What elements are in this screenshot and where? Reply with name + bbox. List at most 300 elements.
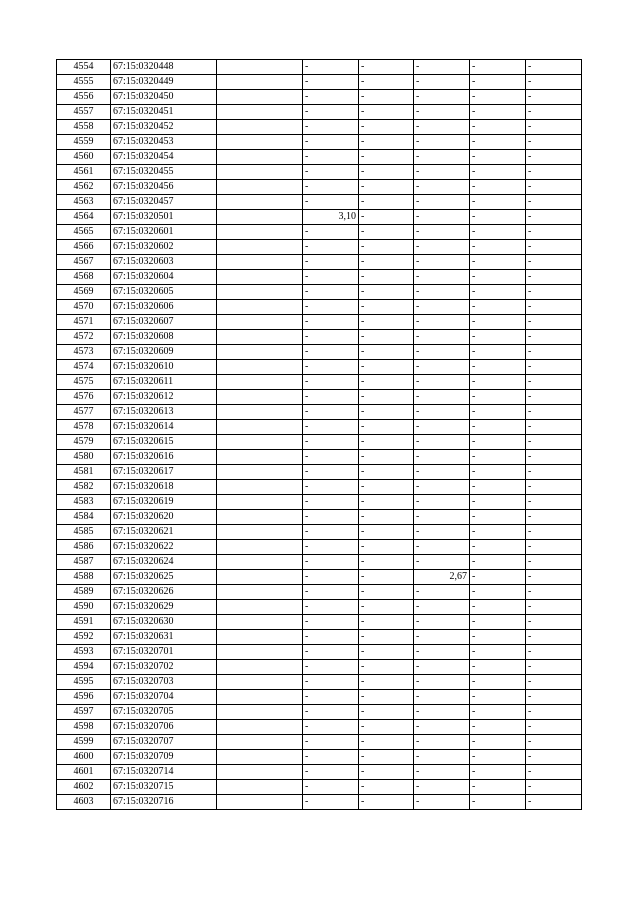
value-cell-3: - bbox=[414, 690, 470, 705]
value-cell-4: - bbox=[470, 360, 526, 375]
value-cell-3: - bbox=[414, 750, 470, 765]
value-cell-1: - bbox=[303, 645, 359, 660]
row-number-cell: 4572 bbox=[57, 330, 111, 345]
cadastral-code-cell: 67:15:0320630 bbox=[111, 615, 217, 630]
value-cell-5: - bbox=[526, 570, 582, 585]
name-cell bbox=[217, 585, 303, 600]
value-cell-1: - bbox=[303, 270, 359, 285]
table-row bbox=[57, 735, 582, 750]
value-cell-1: - bbox=[303, 540, 359, 555]
value-cell-1: - bbox=[303, 315, 359, 330]
value-cell-3: - bbox=[414, 105, 470, 120]
value-cell-1: - bbox=[303, 450, 359, 465]
value-cell-1: - bbox=[303, 735, 359, 750]
value-cell-4: - bbox=[470, 315, 526, 330]
name-cell bbox=[217, 195, 303, 210]
name-cell bbox=[217, 135, 303, 150]
name-cell bbox=[217, 300, 303, 315]
name-cell bbox=[217, 660, 303, 675]
value-cell-2: - bbox=[359, 285, 414, 300]
value-cell-4: - bbox=[470, 750, 526, 765]
value-cell-3: - bbox=[414, 225, 470, 240]
name-cell bbox=[217, 570, 303, 585]
row-number-cell: 4574 bbox=[57, 360, 111, 375]
value-cell-3: - bbox=[414, 720, 470, 735]
table-row bbox=[57, 195, 582, 210]
value-cell-5: - bbox=[526, 465, 582, 480]
value-cell-2: - bbox=[359, 645, 414, 660]
table-row bbox=[57, 180, 582, 195]
row-number-cell: 4587 bbox=[57, 555, 111, 570]
value-cell-4: - bbox=[470, 510, 526, 525]
cadastral-code-cell: 67:15:0320455 bbox=[111, 165, 217, 180]
name-cell bbox=[217, 150, 303, 165]
value-cell-2: - bbox=[359, 435, 414, 450]
row-number-cell: 4576 bbox=[57, 390, 111, 405]
value-cell-1: - bbox=[303, 705, 359, 720]
value-cell-5: - bbox=[526, 495, 582, 510]
value-cell-4: - bbox=[470, 480, 526, 495]
value-cell-1: - bbox=[303, 780, 359, 795]
value-cell-3: - bbox=[414, 165, 470, 180]
cadastral-code-cell: 67:15:0320707 bbox=[111, 735, 217, 750]
value-cell-5: - bbox=[526, 90, 582, 105]
cadastral-code-cell: 67:15:0320703 bbox=[111, 675, 217, 690]
name-cell bbox=[217, 255, 303, 270]
cadastral-code-cell: 67:15:0320453 bbox=[111, 135, 217, 150]
value-cell-1: - bbox=[303, 225, 359, 240]
value-cell-3: - bbox=[414, 375, 470, 390]
table-row bbox=[57, 150, 582, 165]
value-cell-5: - bbox=[526, 135, 582, 150]
name-cell bbox=[217, 75, 303, 90]
value-cell-5: - bbox=[526, 195, 582, 210]
value-cell-3: - bbox=[414, 660, 470, 675]
value-cell-5: - bbox=[526, 255, 582, 270]
row-number-cell: 4578 bbox=[57, 420, 111, 435]
cadastral-code-cell: 67:15:0320619 bbox=[111, 495, 217, 510]
value-cell-2: - bbox=[359, 90, 414, 105]
name-cell bbox=[217, 750, 303, 765]
name-cell bbox=[217, 495, 303, 510]
value-cell-1: - bbox=[303, 525, 359, 540]
name-cell bbox=[217, 225, 303, 240]
value-cell-3: - bbox=[414, 465, 470, 480]
table-row bbox=[57, 465, 582, 480]
row-number-cell: 4555 bbox=[57, 75, 111, 90]
value-cell-4: - bbox=[470, 585, 526, 600]
row-number-cell: 4579 bbox=[57, 435, 111, 450]
cadastral-code-cell: 67:15:0320618 bbox=[111, 480, 217, 495]
value-cell-1: - bbox=[303, 720, 359, 735]
value-cell-5: - bbox=[526, 750, 582, 765]
name-cell bbox=[217, 450, 303, 465]
table-row bbox=[57, 360, 582, 375]
cadastral-code-cell: 67:15:0320456 bbox=[111, 180, 217, 195]
name-cell bbox=[217, 240, 303, 255]
row-number-cell: 4601 bbox=[57, 765, 111, 780]
name-cell bbox=[217, 360, 303, 375]
value-cell-2: - bbox=[359, 210, 414, 225]
value-cell-4: - bbox=[470, 225, 526, 240]
value-cell-1: - bbox=[303, 795, 359, 810]
table-row bbox=[57, 615, 582, 630]
value-cell-3: - bbox=[414, 525, 470, 540]
value-cell-2: - bbox=[359, 675, 414, 690]
value-cell-5: - bbox=[526, 120, 582, 135]
value-cell-2: - bbox=[359, 495, 414, 510]
value-cell-4: - bbox=[470, 90, 526, 105]
value-cell-5: - bbox=[526, 525, 582, 540]
cadastral-code-cell: 67:15:0320604 bbox=[111, 270, 217, 285]
value-cell-2: - bbox=[359, 360, 414, 375]
value-cell-5: - bbox=[526, 450, 582, 465]
row-number-cell: 4562 bbox=[57, 180, 111, 195]
value-cell-1: - bbox=[303, 465, 359, 480]
row-number-cell: 4593 bbox=[57, 645, 111, 660]
value-cell-3: - bbox=[414, 645, 470, 660]
value-cell-1: - bbox=[303, 675, 359, 690]
value-cell-5: - bbox=[526, 375, 582, 390]
name-cell bbox=[217, 645, 303, 660]
value-cell-5: - bbox=[526, 705, 582, 720]
value-cell-2: - bbox=[359, 585, 414, 600]
value-cell-5: - bbox=[526, 210, 582, 225]
value-cell-5: - bbox=[526, 165, 582, 180]
cadastral-code-cell: 67:15:0320614 bbox=[111, 420, 217, 435]
name-cell bbox=[217, 375, 303, 390]
value-cell-5: - bbox=[526, 330, 582, 345]
name-cell bbox=[217, 780, 303, 795]
row-number-cell: 4561 bbox=[57, 165, 111, 180]
value-cell-2: - bbox=[359, 630, 414, 645]
table-row bbox=[57, 105, 582, 120]
cadastral-code-cell: 67:15:0320607 bbox=[111, 315, 217, 330]
value-cell-5: - bbox=[526, 420, 582, 435]
table-row bbox=[57, 660, 582, 675]
row-number-cell: 4583 bbox=[57, 495, 111, 510]
name-cell bbox=[217, 315, 303, 330]
value-cell-4: - bbox=[470, 345, 526, 360]
value-cell-5: - bbox=[526, 630, 582, 645]
value-cell-1: - bbox=[303, 135, 359, 150]
row-number-cell: 4556 bbox=[57, 90, 111, 105]
value-cell-1: - bbox=[303, 300, 359, 315]
value-cell-3: - bbox=[414, 315, 470, 330]
value-cell-2: - bbox=[359, 180, 414, 195]
table-row bbox=[57, 600, 582, 615]
table-row bbox=[57, 720, 582, 735]
row-number-cell: 4567 bbox=[57, 255, 111, 270]
table-row bbox=[57, 795, 582, 810]
value-cell-2: - bbox=[359, 195, 414, 210]
value-cell-5: - bbox=[526, 360, 582, 375]
value-cell-2: - bbox=[359, 150, 414, 165]
value-cell-4: - bbox=[470, 720, 526, 735]
row-number-cell: 4558 bbox=[57, 120, 111, 135]
cadastral-code-cell: 67:15:0320608 bbox=[111, 330, 217, 345]
value-cell-1: - bbox=[303, 765, 359, 780]
name-cell bbox=[217, 120, 303, 135]
row-number-cell: 4565 bbox=[57, 225, 111, 240]
row-number-cell: 4589 bbox=[57, 585, 111, 600]
cadastral-code-cell: 67:15:0320715 bbox=[111, 780, 217, 795]
row-number-cell: 4577 bbox=[57, 405, 111, 420]
value-cell-2: - bbox=[359, 705, 414, 720]
value-cell-2: - bbox=[359, 540, 414, 555]
value-cell-2: - bbox=[359, 615, 414, 630]
value-cell-4: - bbox=[470, 555, 526, 570]
value-cell-4: - bbox=[470, 330, 526, 345]
value-cell-2: - bbox=[359, 345, 414, 360]
table-row bbox=[57, 630, 582, 645]
table-row bbox=[57, 390, 582, 405]
row-number-cell: 4591 bbox=[57, 615, 111, 630]
name-cell bbox=[217, 735, 303, 750]
table-row bbox=[57, 240, 582, 255]
cadastral-code-cell: 67:15:0320603 bbox=[111, 255, 217, 270]
cadastral-code-cell: 67:15:0320620 bbox=[111, 510, 217, 525]
name-cell bbox=[217, 615, 303, 630]
value-cell-3: - bbox=[414, 120, 470, 135]
value-cell-1: - bbox=[303, 195, 359, 210]
table-row bbox=[57, 480, 582, 495]
row-number-cell: 4602 bbox=[57, 780, 111, 795]
value-cell-5: - bbox=[526, 675, 582, 690]
value-cell-1: - bbox=[303, 180, 359, 195]
cadastral-code-cell: 67:15:0320625 bbox=[111, 570, 217, 585]
cadastral-code-cell: 67:15:0320606 bbox=[111, 300, 217, 315]
value-cell-4: - bbox=[470, 285, 526, 300]
value-cell-1: - bbox=[303, 150, 359, 165]
value-cell-1: - bbox=[303, 105, 359, 120]
value-cell-3: - bbox=[414, 255, 470, 270]
value-cell-4: - bbox=[470, 120, 526, 135]
value-cell-2: - bbox=[359, 570, 414, 585]
value-cell-1: - bbox=[303, 660, 359, 675]
table-row bbox=[57, 90, 582, 105]
table-row bbox=[57, 450, 582, 465]
value-cell-5: - bbox=[526, 720, 582, 735]
value-cell-3: - bbox=[414, 435, 470, 450]
value-cell-3: - bbox=[414, 795, 470, 810]
value-cell-3: - bbox=[414, 210, 470, 225]
row-number-cell: 4580 bbox=[57, 450, 111, 465]
name-cell bbox=[217, 285, 303, 300]
row-number-cell: 4557 bbox=[57, 105, 111, 120]
value-cell-4: - bbox=[470, 765, 526, 780]
cadastral-code-cell: 67:15:0320626 bbox=[111, 585, 217, 600]
cadastral-code-cell: 67:15:0320704 bbox=[111, 690, 217, 705]
name-cell bbox=[217, 600, 303, 615]
value-cell-2: - bbox=[359, 405, 414, 420]
row-number-cell: 4597 bbox=[57, 705, 111, 720]
name-cell bbox=[217, 705, 303, 720]
value-cell-2: - bbox=[359, 330, 414, 345]
value-cell-4: - bbox=[470, 180, 526, 195]
value-cell-4: - bbox=[470, 150, 526, 165]
value-cell-4: - bbox=[470, 495, 526, 510]
cadastral-code-cell: 67:15:0320452 bbox=[111, 120, 217, 135]
table-row bbox=[57, 435, 582, 450]
value-cell-4: - bbox=[470, 675, 526, 690]
value-cell-1: - bbox=[303, 120, 359, 135]
cadastral-code-cell: 67:15:0320616 bbox=[111, 450, 217, 465]
value-cell-4: - bbox=[470, 390, 526, 405]
table-row bbox=[57, 675, 582, 690]
value-cell-1: - bbox=[303, 495, 359, 510]
cadastral-code-cell: 67:15:0320454 bbox=[111, 150, 217, 165]
value-cell-3: - bbox=[414, 300, 470, 315]
table-row bbox=[57, 225, 582, 240]
value-cell-1: - bbox=[303, 615, 359, 630]
value-cell-1: - bbox=[303, 405, 359, 420]
value-cell-2: - bbox=[359, 780, 414, 795]
name-cell bbox=[217, 390, 303, 405]
value-cell-5: - bbox=[526, 240, 582, 255]
table-row bbox=[57, 255, 582, 270]
value-cell-1: - bbox=[303, 375, 359, 390]
value-cell-2: - bbox=[359, 315, 414, 330]
value-cell-1: - bbox=[303, 750, 359, 765]
name-cell bbox=[217, 180, 303, 195]
value-cell-4: - bbox=[470, 105, 526, 120]
value-cell-5: - bbox=[526, 780, 582, 795]
cadastral-code-cell: 67:15:0320701 bbox=[111, 645, 217, 660]
value-cell-2: - bbox=[359, 690, 414, 705]
value-cell-4: - bbox=[470, 195, 526, 210]
value-cell-3: - bbox=[414, 195, 470, 210]
table-row bbox=[57, 750, 582, 765]
value-cell-2: - bbox=[359, 750, 414, 765]
value-cell-4: - bbox=[470, 240, 526, 255]
name-cell bbox=[217, 345, 303, 360]
value-cell-3: - bbox=[414, 630, 470, 645]
table-row bbox=[57, 270, 582, 285]
row-number-cell: 4560 bbox=[57, 150, 111, 165]
value-cell-4: - bbox=[470, 300, 526, 315]
cadastral-code-cell: 67:15:0320716 bbox=[111, 795, 217, 810]
table-row bbox=[57, 405, 582, 420]
row-number-cell: 4590 bbox=[57, 600, 111, 615]
value-cell-5: - bbox=[526, 60, 582, 75]
name-cell bbox=[217, 540, 303, 555]
name-cell bbox=[217, 465, 303, 480]
cadastral-code-cell: 67:15:0320629 bbox=[111, 600, 217, 615]
value-cell-2: - bbox=[359, 555, 414, 570]
value-cell-5: - bbox=[526, 345, 582, 360]
value-cell-5: - bbox=[526, 150, 582, 165]
table-row bbox=[57, 165, 582, 180]
value-cell-2: - bbox=[359, 255, 414, 270]
value-cell-5: - bbox=[526, 315, 582, 330]
row-number-cell: 4563 bbox=[57, 195, 111, 210]
value-cell-4: - bbox=[470, 780, 526, 795]
cadastral-code-cell: 67:15:0320709 bbox=[111, 750, 217, 765]
value-cell-1: - bbox=[303, 570, 359, 585]
value-cell-2: - bbox=[359, 375, 414, 390]
name-cell bbox=[217, 510, 303, 525]
value-cell-2: - bbox=[359, 270, 414, 285]
row-number-cell: 4603 bbox=[57, 795, 111, 810]
name-cell bbox=[217, 405, 303, 420]
row-number-cell: 4559 bbox=[57, 135, 111, 150]
value-cell-5: - bbox=[526, 615, 582, 630]
cadastral-code-cell: 67:15:0320451 bbox=[111, 105, 217, 120]
value-cell-3: - bbox=[414, 510, 470, 525]
value-cell-2: - bbox=[359, 735, 414, 750]
cadastral-code-cell: 67:15:0320450 bbox=[111, 90, 217, 105]
value-cell-1: - bbox=[303, 285, 359, 300]
value-cell-4: - bbox=[470, 135, 526, 150]
value-cell-2: - bbox=[359, 720, 414, 735]
name-cell bbox=[217, 330, 303, 345]
row-number-cell: 4599 bbox=[57, 735, 111, 750]
data-table bbox=[56, 59, 582, 810]
value-cell-3: - bbox=[414, 390, 470, 405]
value-cell-1: - bbox=[303, 585, 359, 600]
row-number-cell: 4598 bbox=[57, 720, 111, 735]
table-row bbox=[57, 495, 582, 510]
value-cell-1: - bbox=[303, 600, 359, 615]
value-cell-1: - bbox=[303, 60, 359, 75]
name-cell bbox=[217, 165, 303, 180]
cadastral-code-cell: 67:15:0320611 bbox=[111, 375, 217, 390]
cadastral-code-cell: 67:15:0320702 bbox=[111, 660, 217, 675]
table-row bbox=[57, 705, 582, 720]
value-cell-1: - bbox=[303, 75, 359, 90]
value-cell-3: - bbox=[414, 285, 470, 300]
value-cell-1: - bbox=[303, 630, 359, 645]
value-cell-4: - bbox=[470, 465, 526, 480]
name-cell bbox=[217, 480, 303, 495]
table-row bbox=[57, 75, 582, 90]
row-number-cell: 4596 bbox=[57, 690, 111, 705]
value-cell-2: - bbox=[359, 765, 414, 780]
value-cell-3: - bbox=[414, 540, 470, 555]
value-cell-4: - bbox=[470, 210, 526, 225]
value-cell-1: - bbox=[303, 420, 359, 435]
value-cell-5: - bbox=[526, 690, 582, 705]
cadastral-code-cell: 67:15:0320714 bbox=[111, 765, 217, 780]
value-cell-2: - bbox=[359, 60, 414, 75]
value-cell-4: - bbox=[470, 735, 526, 750]
table-row bbox=[57, 690, 582, 705]
table-row bbox=[57, 645, 582, 660]
value-cell-5: - bbox=[526, 75, 582, 90]
row-number-cell: 4573 bbox=[57, 345, 111, 360]
cadastral-code-cell: 67:15:0320448 bbox=[111, 60, 217, 75]
name-cell bbox=[217, 555, 303, 570]
table-row bbox=[57, 210, 582, 225]
row-number-cell: 4588 bbox=[57, 570, 111, 585]
table-row bbox=[57, 375, 582, 390]
cadastral-code-cell: 67:15:0320610 bbox=[111, 360, 217, 375]
value-cell-2: - bbox=[359, 795, 414, 810]
value-cell-2: - bbox=[359, 465, 414, 480]
value-cell-3: - bbox=[414, 90, 470, 105]
value-cell-4: - bbox=[470, 165, 526, 180]
value-cell-5: - bbox=[526, 645, 582, 660]
value-cell-3: - bbox=[414, 150, 470, 165]
value-cell-5: - bbox=[526, 795, 582, 810]
cadastral-code-cell: 67:15:0320457 bbox=[111, 195, 217, 210]
name-cell bbox=[217, 420, 303, 435]
cadastral-code-cell: 67:15:0320617 bbox=[111, 465, 217, 480]
row-number-cell: 4571 bbox=[57, 315, 111, 330]
value-cell-3: - bbox=[414, 735, 470, 750]
cadastral-code-cell: 67:15:0320631 bbox=[111, 630, 217, 645]
